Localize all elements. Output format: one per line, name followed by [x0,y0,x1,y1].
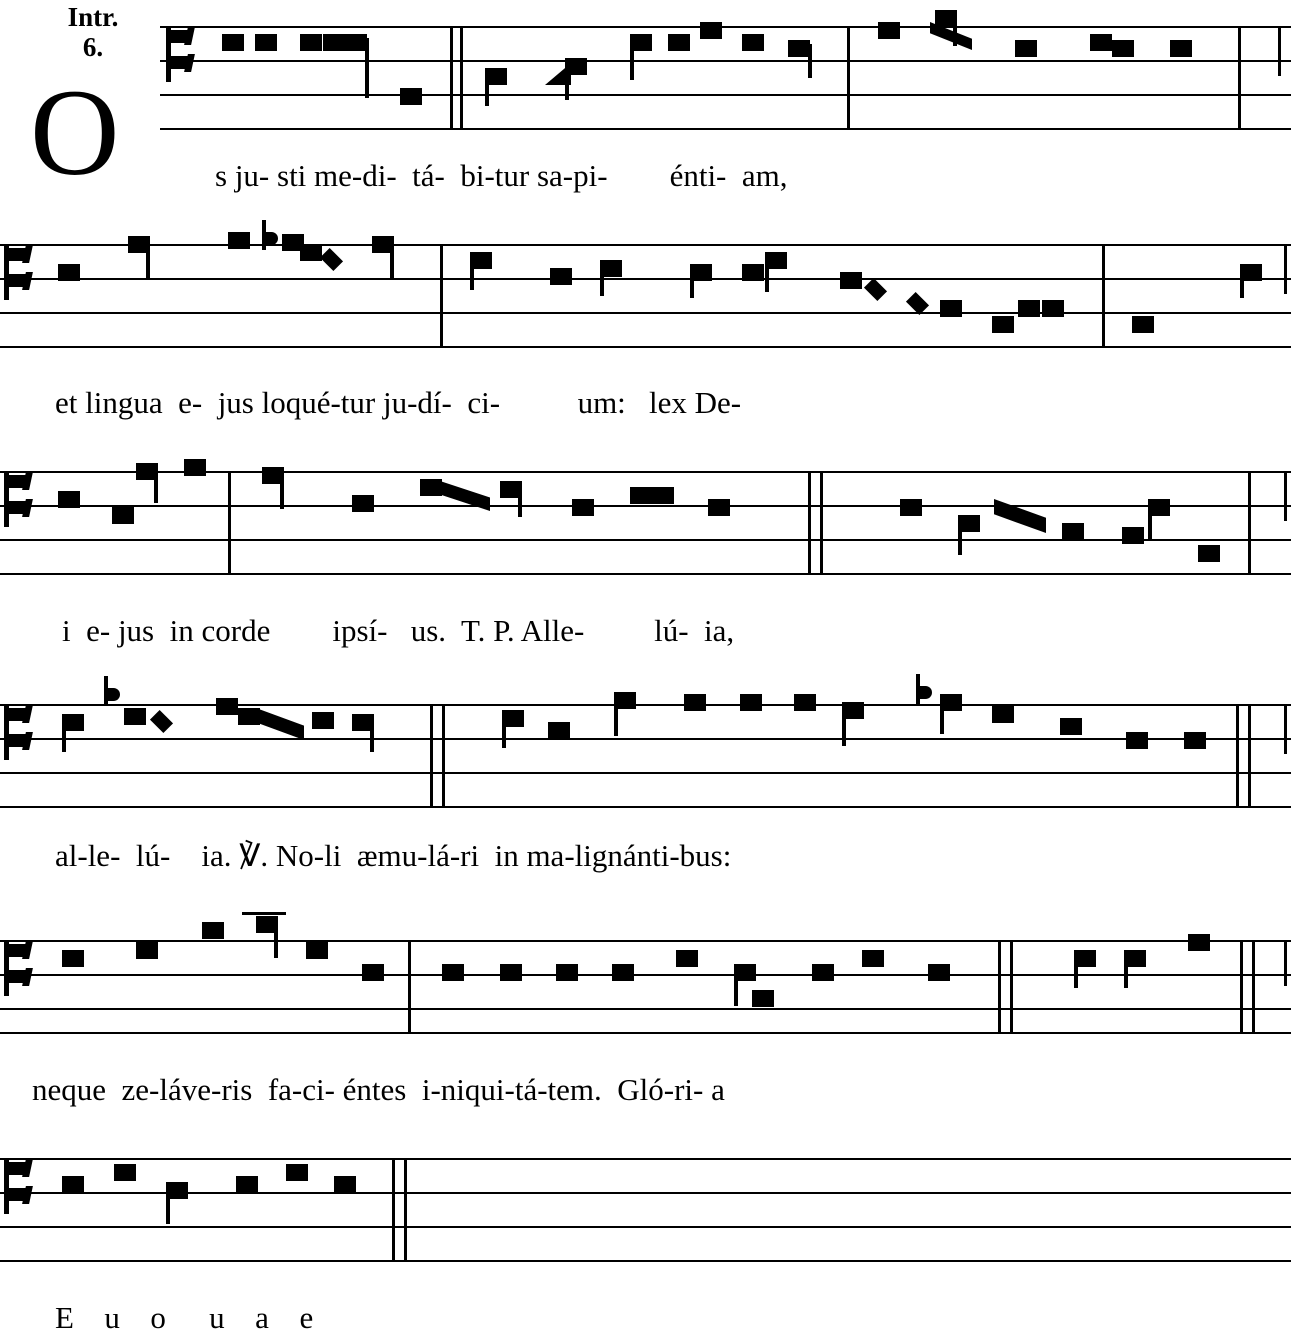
neume-stem [614,694,618,736]
neume-punctum [550,268,572,285]
neume-punctum [255,34,277,51]
neume-stem [808,44,812,78]
neume-stem [842,706,846,746]
neume-punctum [228,232,250,249]
lyrics-line-6: E u o u a e [55,1300,319,1335]
neume-stem [734,968,738,1006]
staff-4 [0,690,1291,810]
neume-stem [470,254,474,290]
neume-punctum [1042,300,1064,317]
staff-line [0,806,1291,808]
staff-line [0,704,1291,706]
neume-punctum [1188,934,1210,951]
neume-punctum [928,964,950,981]
barline [847,26,850,128]
custos [1284,940,1287,986]
neume-punctum [362,964,384,981]
staff-line [0,1260,1291,1262]
barline [392,1158,395,1260]
neume-diamond [150,710,173,733]
staff-line [160,128,1291,130]
neume-stem [1124,954,1128,988]
neume-punctum [323,34,345,51]
staff-3 [0,455,1291,575]
neume-punctum [708,499,730,516]
staff-1 [160,8,1291,128]
staff-line [0,505,1291,507]
staff-line [0,772,1291,774]
neume-punctum [740,694,762,711]
barline [808,471,811,573]
neume-punctum [334,1176,356,1193]
barline [450,26,453,128]
neume-stem [365,38,369,98]
neume-punctum [112,507,134,524]
neume-punctum [652,487,674,504]
flat-accidental-icon [104,676,120,706]
neume-punctum [1090,34,1112,51]
neume-stem [690,268,694,298]
staff-line [0,974,1291,976]
staff-line [0,940,1291,942]
barline [1248,471,1251,573]
custos [1284,244,1287,294]
neume-diamond [320,248,343,271]
do-clef-icon [2,942,36,996]
neume-punctum [124,708,146,725]
neume-punctum [630,487,652,504]
barline [408,940,411,1032]
incipit-block [28,2,158,62]
neume-punctum [1060,718,1082,735]
neume-punctum [58,491,80,508]
staff-line [0,539,1291,541]
barline [442,704,445,806]
neume-punctum [548,722,570,739]
neume-stem [1074,954,1078,988]
neume-punctum [1126,732,1148,749]
do-clef-icon [2,706,36,760]
staff-line [0,1008,1291,1010]
do-clef-icon [2,473,36,527]
barline [1238,26,1241,128]
neume-punctum [1015,40,1037,57]
neume-punctum [400,88,422,105]
barline [460,26,463,128]
flat-accidental-icon [262,220,278,250]
neume-punctum [992,316,1014,333]
neume-punctum [1062,523,1084,540]
lyrics-line-5: neque ze-láve-ris fa-ci- éntes i-niqui-tá-tem. Gló-ri- a [32,1072,725,1107]
neume-punctum [992,706,1014,723]
neume-punctum [752,990,774,1007]
neume-stem [518,485,522,517]
do-clef-icon [164,28,198,82]
barline [430,704,433,806]
staff-line [0,573,1291,575]
neume-stem [485,68,489,106]
neume-punctum [862,950,884,967]
staff-line [0,738,1291,740]
neume-punctum [306,942,328,959]
neume-punctum [184,459,206,476]
neume-stem [600,264,604,296]
neume-punctum [900,499,922,516]
ledger-line [242,912,286,915]
neume-punctum [1122,527,1144,544]
neume-punctum [442,964,464,981]
staff-line [0,1226,1291,1228]
barline [1240,940,1243,1032]
neume-punctum [286,1164,308,1181]
neume-punctum [1170,40,1192,57]
neume-punctum [202,922,224,939]
neume-stem [370,716,374,752]
neume-punctum [812,964,834,981]
neume-stem [502,712,506,748]
staff-line [0,244,1291,246]
neume-punctum [794,694,816,711]
barline [1102,244,1105,346]
staff-line [0,1032,1291,1034]
neume-stem [146,240,150,278]
neume-stem [1148,503,1152,539]
neume-punctum [352,495,374,512]
staff-6 [0,1150,1291,1260]
neume-stem [565,60,569,100]
do-clef-icon [2,246,36,300]
chant-type-label: Intr. [67,2,119,32]
barline [998,940,1001,1032]
staff-line [0,312,1291,314]
neume-punctum [222,34,244,51]
staff-line [0,1192,1291,1194]
neume-ligature [256,708,304,740]
neume-punctum [136,942,158,959]
neume-stem [62,716,66,752]
neume-punctum [1184,732,1206,749]
neume-punctum [676,950,698,967]
lyrics-line-3: i e- jus in corde ipsí- us. T. P. Alle- lú- ia, [62,613,735,648]
lyrics-line-1: s ju- sti me-di- tá- bi-tur sa-pi- énti- am, [215,158,788,193]
staff-line [160,94,1291,96]
barline [228,471,231,573]
do-clef-icon [2,1160,36,1214]
neume-punctum [114,1164,136,1181]
staff-line [160,60,1291,62]
neume-diamond [864,278,887,301]
barline [820,471,823,573]
barline [1248,704,1251,806]
neume-stem [958,515,962,555]
neume-punctum [940,300,962,317]
lyrics-line-4: al-le- lú- ia. ℣. No-li æmu-lá-ri in ma-lignánti-bus: [55,838,732,873]
neume-punctum [420,479,442,496]
custos [1284,471,1287,521]
custos [1278,26,1281,76]
staff-5 [0,922,1291,1042]
lyrics-line-2: et lingua e- jus loqué-tur ju-dí- ci- um: lex De- [55,385,742,420]
neume-punctum [1018,300,1040,317]
neume-punctum [500,964,522,981]
staff-2 [0,228,1291,348]
neume-stem [630,38,634,80]
neume-punctum [878,22,900,39]
neume-punctum [1198,545,1220,562]
barline [440,244,443,346]
neume-punctum [216,698,238,715]
barline [1252,940,1255,1032]
neume-punctum [684,694,706,711]
chant-mode-label: 6. [82,32,104,62]
neume-punctum [742,264,764,281]
neume-punctum [700,22,722,39]
neume-punctum [840,272,862,289]
staff-line [0,1158,1291,1160]
staff-line [0,278,1291,280]
neume-stem [166,1186,170,1224]
neume-stem [1240,268,1244,298]
neume-stem [765,256,769,292]
neume-punctum [612,964,634,981]
neume-punctum [58,264,80,281]
staff-line [0,346,1291,348]
neume-punctum [312,712,334,729]
barline [404,1158,407,1260]
flat-accidental-icon [916,674,932,704]
neume-punctum [556,964,578,981]
neume-punctum [1112,40,1134,57]
neume-stem [154,467,158,503]
neume-punctum [236,1176,258,1193]
neume-punctum [1132,316,1154,333]
neume-punctum [300,244,322,261]
custos [1284,704,1287,754]
drop-cap: O [30,64,120,201]
neume-stem [940,698,944,734]
neume-punctum [62,1176,84,1193]
neume-punctum [572,499,594,516]
barline [1236,704,1239,806]
neume-punctum [742,34,764,51]
neume-punctum [788,40,810,57]
neume-stem [274,918,278,958]
staff-line [160,26,1291,28]
neume-punctum [300,34,322,51]
neume-punctum [668,34,690,51]
neume-stem [390,240,394,278]
neume-stem [280,471,284,509]
neume-punctum [62,950,84,967]
neume-punctum [345,34,367,51]
barline [1010,940,1013,1032]
